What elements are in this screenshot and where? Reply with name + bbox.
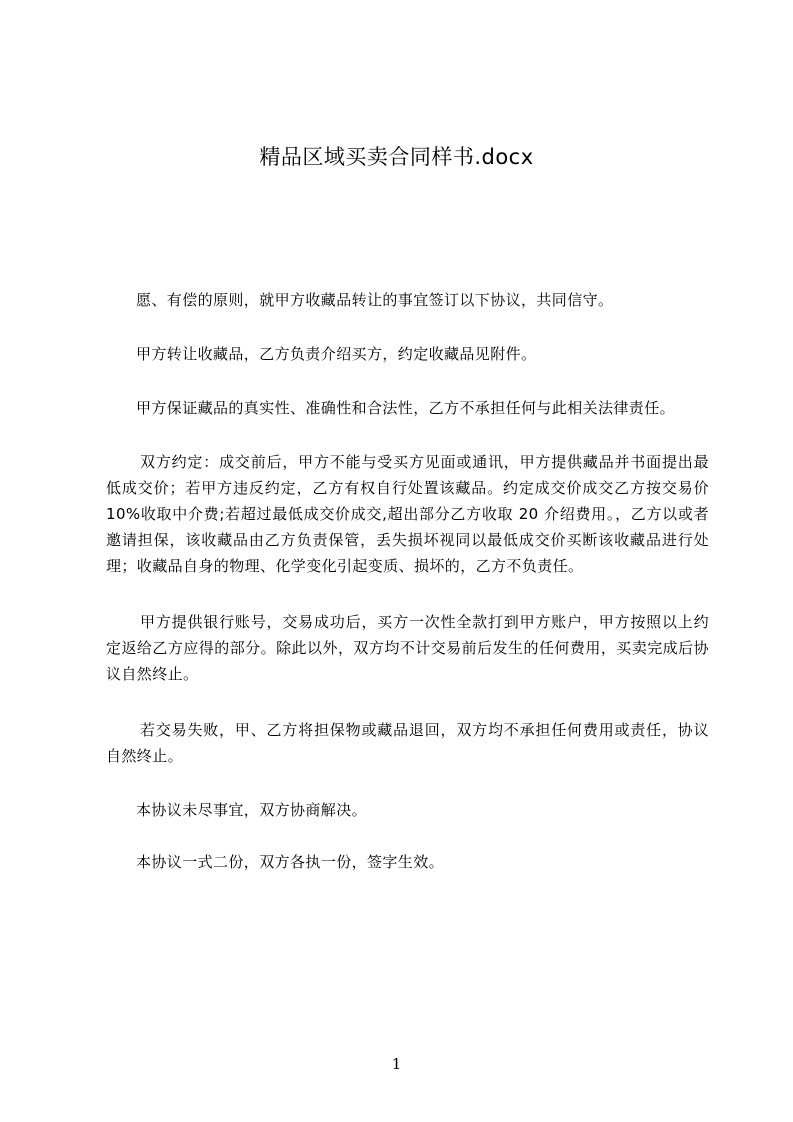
paragraph-agreement: 双方约定：成交前后，甲方不能与受买方见面或通讯，甲方提供藏品并书面提出最低成交价；若甲方违反约定，乙方有权自行处置该藏品。约定成交价成交乙方按交易价 10%收取中介费;若超过最低成交价成交,超出部分乙方收取 20 介绍费用。，乙方以或者邀请担保，该收藏品由乙方负责保管，丢失损坏视同以最低成交价买断该收藏品进行处理；收藏品自身的物理、化学变化引起变质、损坏的，乙方不负责任。 [106, 453, 709, 575]
paragraph-guarantee: 甲方保证藏品的真实性、准确性和合法性，乙方不承担任何与此相关法律责任。 [136, 399, 676, 417]
paragraph-unresolved: 本协议未尽事宜，双方协商解决。 [136, 801, 368, 819]
paragraph-transfer: 甲方转让收藏品，乙方负责介绍买方，约定收藏品见附件。 [136, 345, 537, 363]
page-number: 1 [391, 1055, 402, 1073]
paragraph-payment: 甲方提供银行账号，交易成功后，买方一次性全款打到甲方账户，甲方按照以上约定返给乙方应得的部分。除此以外，双方均不计交易前后发生的任何费用，买卖完成后协议自然终止。 [106, 613, 709, 683]
paragraph-failure: 若交易失败，甲、乙方将担保物或藏品退回，双方均不承担任何费用或责任，协议自然终止。 [106, 721, 709, 765]
paragraph-principle: 愿、有偿的原则，就甲方收藏品转让的事宜签订以下协议，共同信守。 [136, 291, 614, 309]
document-title: 精品区域买卖合同样书.docx [259, 145, 534, 169]
paragraph-copies: 本协议一式二份，双方各执一份，签字生效。 [136, 853, 445, 871]
